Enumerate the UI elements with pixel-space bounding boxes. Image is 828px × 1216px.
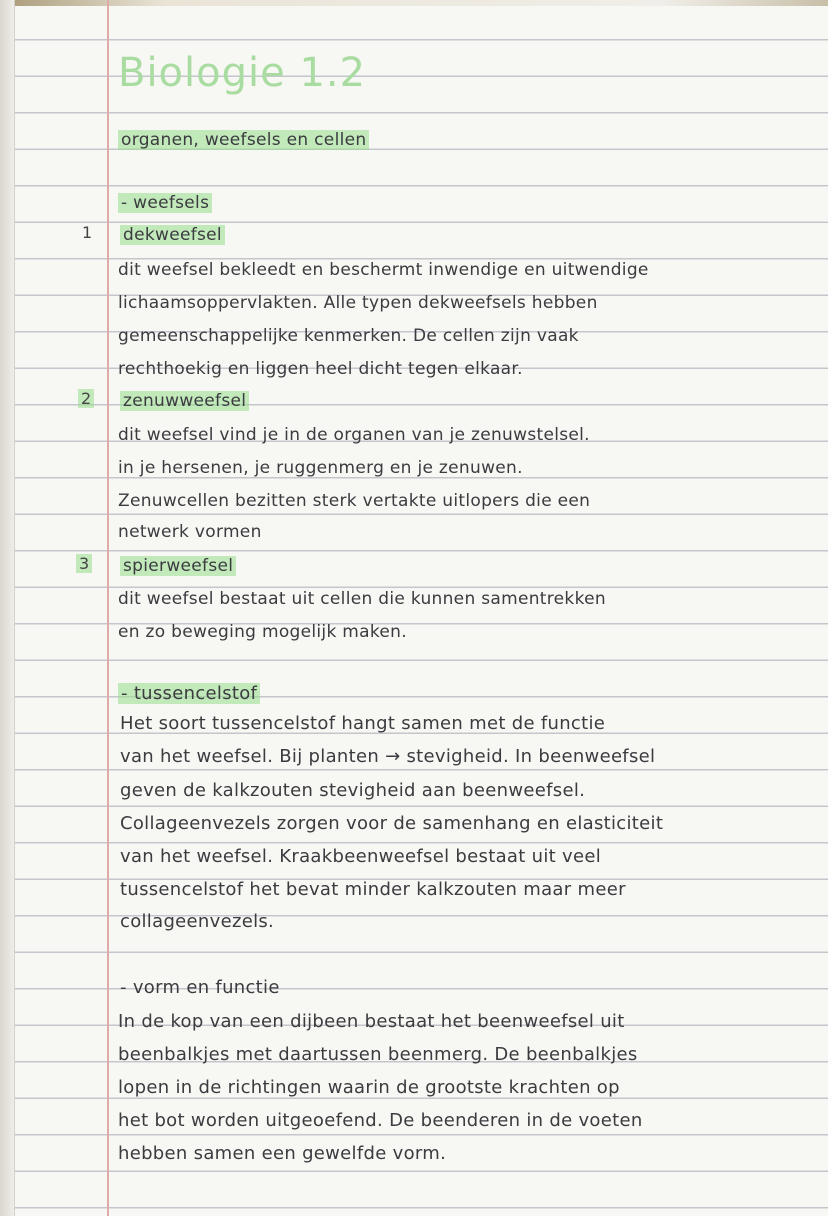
text-line: Zenuwcellen bezitten sterk vertakte uitlopers die een bbox=[118, 491, 591, 511]
text-line: van het weefsel. Kraakbeenweefsel bestaat uit veel bbox=[120, 846, 601, 867]
text-line: dit weefsel bestaat uit cellen die kunnen samentrekken bbox=[118, 589, 606, 609]
text-line: Collageenvezels zorgen voor de samenhang en elasticiteit bbox=[120, 813, 664, 834]
text-line: geven de kalkzouten stevigheid aan beenweefsel. bbox=[120, 780, 586, 801]
section-heading-tussencelstof bbox=[118, 683, 260, 704]
page-title: Biologie 1.2 bbox=[118, 50, 367, 96]
heading-text: - weefsels bbox=[118, 193, 212, 213]
text-line: dit weefsel bekleedt en beschermt inwendige en uitwendige bbox=[118, 260, 649, 280]
item-number: 2 bbox=[78, 389, 94, 408]
text-line: dit weefsel vind je in de organen van je zenuwstelsel. bbox=[118, 425, 590, 445]
notebook-binding bbox=[0, 0, 15, 1216]
text-line: hebben samen een gewelfde vorm. bbox=[118, 1143, 447, 1164]
heading-text: - tussencelstof bbox=[118, 683, 260, 704]
item-number: 3 bbox=[76, 554, 92, 573]
text-line: beenbalkjes met daartussen beenmerg. De beenbalkjes bbox=[118, 1044, 638, 1065]
page-subtitle bbox=[118, 130, 369, 150]
item-name-dekweefsel bbox=[120, 225, 225, 245]
text-line: van het weefsel. Bij planten → stevigheid. In beenweefsel bbox=[120, 746, 656, 767]
text-line: collageenvezels. bbox=[120, 911, 275, 932]
item-name-zenuwweefsel bbox=[120, 391, 249, 411]
margin-line bbox=[107, 0, 109, 1216]
item-name-spierweefsel bbox=[120, 556, 236, 576]
text-line: gemeenschappelijke kenmerken. De cellen zijn vaak bbox=[118, 326, 579, 346]
text-line: het bot worden uitgeoefend. De beenderen in de voeten bbox=[118, 1110, 643, 1131]
section-heading-weefsels bbox=[118, 193, 212, 213]
section-heading-vorm-en-functie: - vorm en functie bbox=[120, 977, 280, 998]
text-line: rechthoekig en liggen heel dicht tegen elkaar. bbox=[118, 359, 523, 379]
text-line: lichaamsoppervlakten. Alle typen dekweefsels hebben bbox=[118, 293, 598, 313]
text-line: in je hersenen, je ruggenmerg en je zenuwen. bbox=[118, 458, 523, 478]
item-number: 1 bbox=[82, 223, 93, 242]
item-name-text: zenuwweefsel bbox=[120, 391, 249, 411]
item-name-text: dekweefsel bbox=[120, 225, 225, 245]
text-line: In de kop van een dijbeen bestaat het beenweefsel uit bbox=[118, 1011, 625, 1032]
subtitle-text: organen, weefsels en cellen bbox=[118, 130, 369, 150]
text-line: Het soort tussencelstof hangt samen met de functie bbox=[120, 713, 606, 734]
page-top-edge bbox=[0, 0, 828, 6]
text-line: netwerk vormen bbox=[118, 522, 262, 542]
text-line: tussencelstof het bevat minder kalkzouten maar meer bbox=[120, 879, 626, 900]
text-line: lopen in de richtingen waarin de grootste krachten op bbox=[118, 1077, 620, 1098]
item-name-text: spierweefsel bbox=[120, 556, 236, 576]
text-line: en zo beweging mogelijk maken. bbox=[118, 622, 407, 642]
